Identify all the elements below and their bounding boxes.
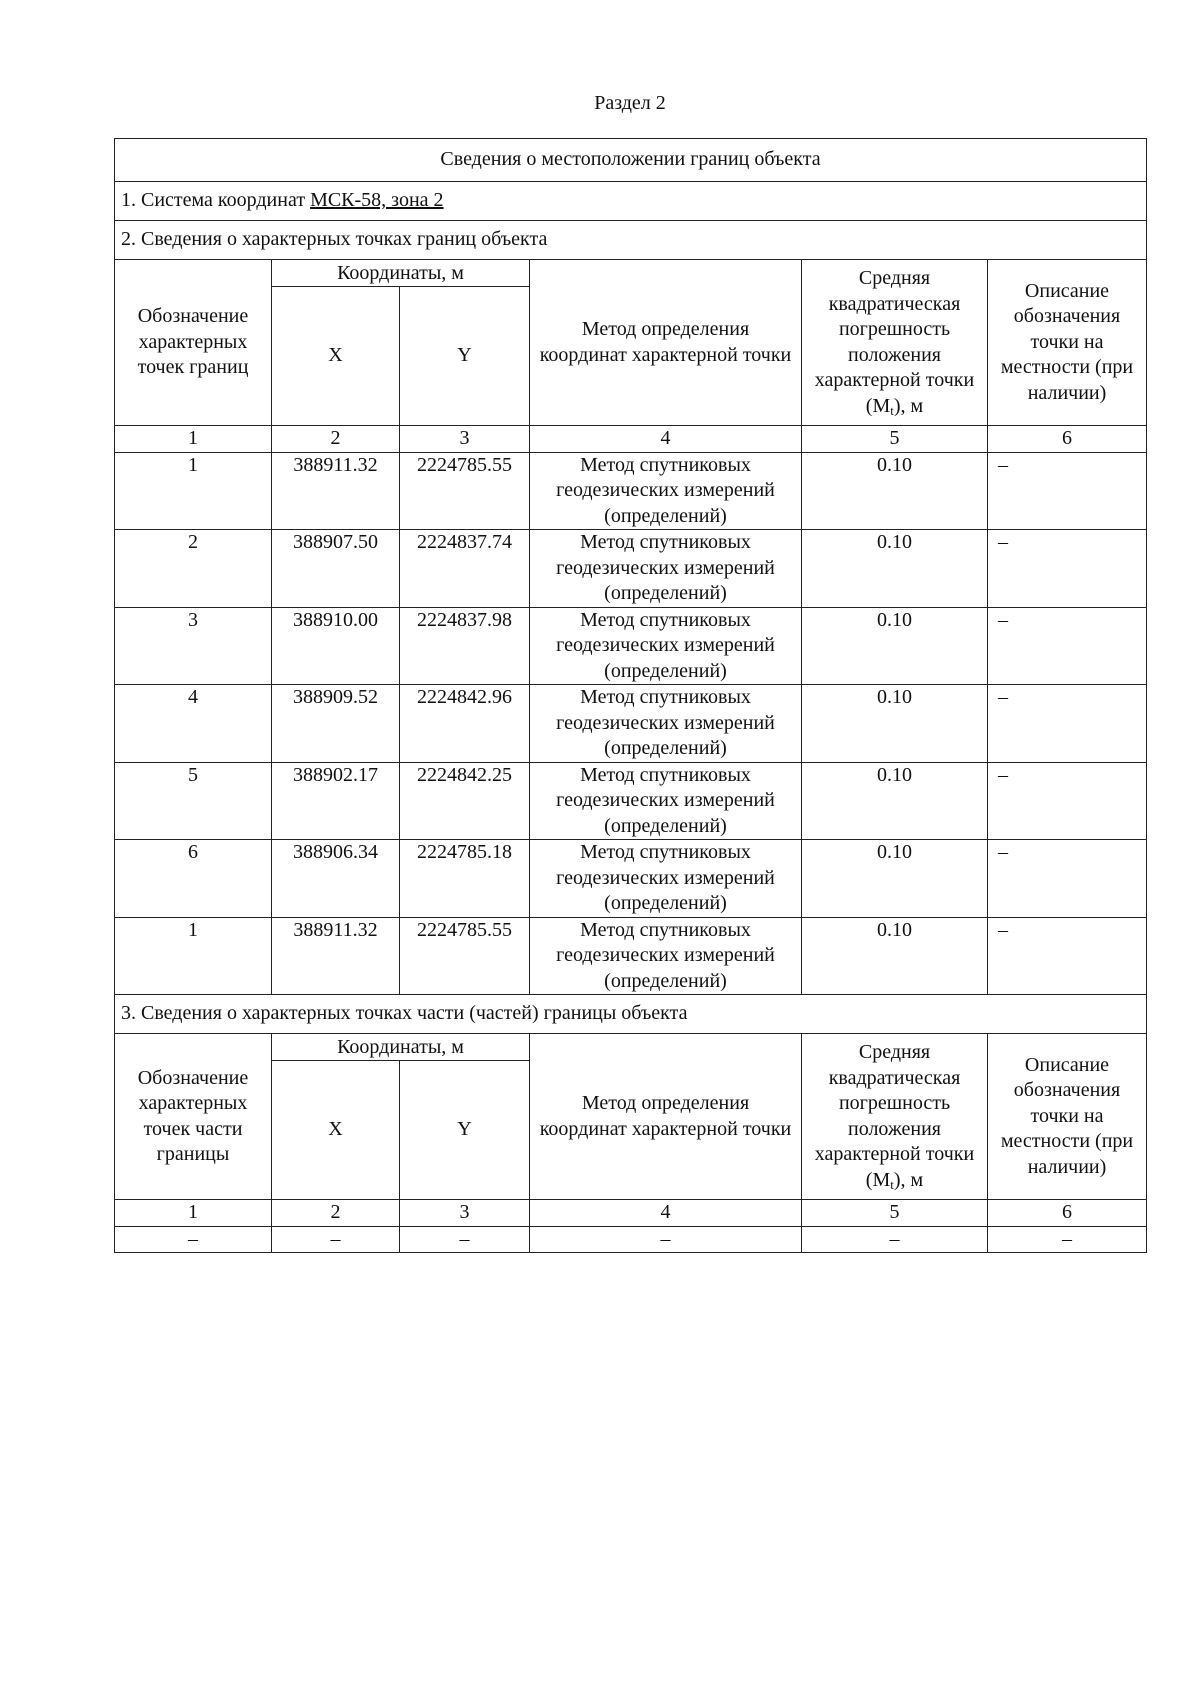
parts-empty-row [115, 1226, 1147, 1253]
col-number: 1 [115, 1200, 272, 1227]
point-error: 0.10 [802, 762, 988, 840]
table-row [115, 607, 1147, 685]
col-number: 4 [530, 426, 802, 453]
parts-header-description: Описание обозначения точки на местности (при наличии) [988, 1034, 1147, 1200]
header-y: Y [400, 287, 530, 426]
empty-cell: – [988, 1226, 1147, 1253]
point-id: 5 [115, 762, 272, 840]
points-header-row-1 [115, 260, 1147, 287]
col-number: 6 [988, 1200, 1147, 1227]
point-id: 3 [115, 607, 272, 685]
point-x: 388911.32 [272, 917, 400, 995]
header-x: X [272, 287, 400, 426]
point-x: 388911.32 [272, 452, 400, 530]
point-desc: – [988, 607, 1147, 685]
points-section-title: 2. Сведения о характерных точках границ объекта [115, 221, 1147, 260]
parts-header-x: X [272, 1061, 400, 1200]
table-title: Сведения о местоположении границ объекта [115, 139, 1147, 182]
boundary-table [114, 138, 1147, 1253]
point-x: 388909.52 [272, 685, 400, 763]
points-col-numbers [115, 426, 1147, 453]
point-x: 388906.34 [272, 840, 400, 918]
section-title: Раздел 2 [594, 92, 666, 114]
empty-cell: – [530, 1226, 802, 1253]
point-y: 2224785.55 [400, 917, 530, 995]
point-y: 2224842.96 [400, 685, 530, 763]
parts-header-error: Средняя квадратическая погрешность положения характерной точки $(M_t)$, м [802, 1034, 988, 1200]
point-method: Метод спутниковых геодезических измерений (определений) [530, 762, 802, 840]
point-method: Метод спутниковых геодезических измерений (определений) [530, 530, 802, 608]
table-row [115, 685, 1147, 763]
parts-header-y: Y [400, 1061, 530, 1200]
point-error: 0.10 [802, 917, 988, 995]
header-error: Средняя квадратическая погрешность положения характерной точки $(M_t)$, м [802, 260, 988, 426]
point-method: Метод спутниковых геодезических измерений (определений) [530, 452, 802, 530]
point-y: 2224837.98 [400, 607, 530, 685]
coord-system-row [115, 182, 1147, 221]
header-coords: Координаты, м [272, 260, 530, 287]
coord-system-label: 1. Система координат [121, 189, 306, 212]
table-row [115, 840, 1147, 918]
point-error: 0.10 [802, 685, 988, 763]
col-number: 3 [400, 426, 530, 453]
point-x: 388907.50 [272, 530, 400, 608]
parts-header-coords: Координаты, м [272, 1034, 530, 1061]
point-y: 2224785.55 [400, 452, 530, 530]
empty-cell: – [802, 1226, 988, 1253]
parts-section-title: 3. Сведения о характерных точках части (частей) границы объекта [115, 995, 1147, 1034]
parts-header-designation: Обозначение характерных точек части границы [115, 1034, 272, 1200]
header-designation: Обозначение характерных точек границ [115, 260, 272, 426]
col-number: 1 [115, 426, 272, 453]
point-method: Метод спутниковых геодезических измерений (определений) [530, 840, 802, 918]
parts-section-row [115, 995, 1147, 1034]
col-number: 2 [272, 426, 400, 453]
point-y: 2224842.25 [400, 762, 530, 840]
point-method: Метод спутниковых геодезических измерений (определений) [530, 917, 802, 995]
col-number: 5 [802, 426, 988, 453]
point-desc: – [988, 840, 1147, 918]
point-error: 0.10 [802, 607, 988, 685]
header-method: Метод определения координат характерной точки [530, 260, 802, 426]
col-number: 3 [400, 1200, 530, 1227]
empty-cell: – [272, 1226, 400, 1253]
point-y: 2224785.18 [400, 840, 530, 918]
point-id: 1 [115, 452, 272, 530]
table-title-row [115, 139, 1147, 182]
point-x: 388910.00 [272, 607, 400, 685]
point-desc: – [988, 530, 1147, 608]
coord-system [115, 182, 1147, 221]
point-y: 2224837.74 [400, 530, 530, 608]
parts-header-method: Метод определения координат характерной точки [530, 1034, 802, 1200]
point-desc: – [988, 917, 1147, 995]
table-row [115, 762, 1147, 840]
table-row [115, 452, 1147, 530]
table-row [115, 530, 1147, 608]
col-number: 6 [988, 426, 1147, 453]
table-row [115, 917, 1147, 995]
empty-cell: – [400, 1226, 530, 1253]
point-error: 0.10 [802, 452, 988, 530]
point-desc: – [988, 452, 1147, 530]
point-id: 6 [115, 840, 272, 918]
point-method: Метод спутниковых геодезических измерений (определений) [530, 685, 802, 763]
point-desc: – [988, 762, 1147, 840]
header-description: Описание обозначения точки на местности (при наличии) [988, 260, 1147, 426]
point-x: 388902.17 [272, 762, 400, 840]
points-section-row [115, 221, 1147, 260]
empty-cell: – [115, 1226, 272, 1253]
parts-col-numbers [115, 1200, 1147, 1227]
point-id: 4 [115, 685, 272, 763]
point-error: 0.10 [802, 840, 988, 918]
point-error: 0.10 [802, 530, 988, 608]
point-desc: – [988, 685, 1147, 763]
point-id: 2 [115, 530, 272, 608]
col-number: 2 [272, 1200, 400, 1227]
coord-system-value: МСК-58, зона 2 [310, 189, 444, 212]
col-number: 5 [802, 1200, 988, 1227]
parts-header-row-1 [115, 1034, 1147, 1061]
point-id: 1 [115, 917, 272, 995]
point-method: Метод спутниковых геодезических измерений (определений) [530, 607, 802, 685]
col-number: 4 [530, 1200, 802, 1227]
